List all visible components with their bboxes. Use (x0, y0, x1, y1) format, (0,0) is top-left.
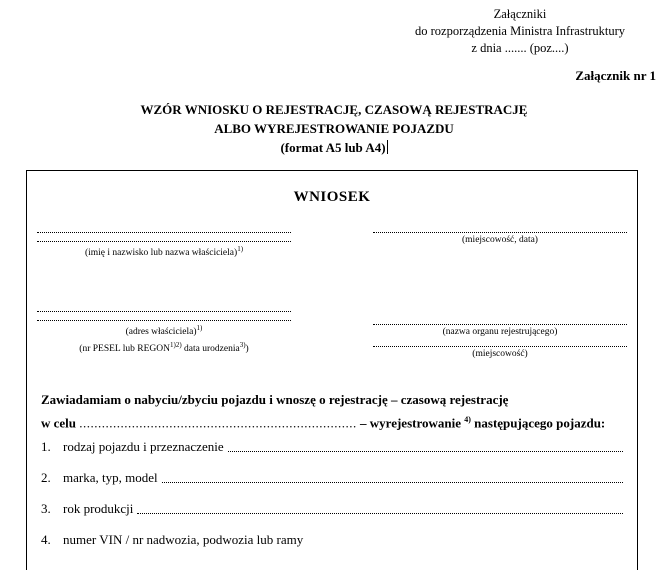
declaration-purpose-field[interactable]: .......................................................................... (79, 415, 357, 431)
text-cursor (387, 140, 388, 154)
item-number: 1. (41, 439, 51, 455)
form-columns (27, 232, 637, 380)
item-label: numer VIN / nr nadwozia, podwozia lub ramy (63, 532, 304, 548)
form-heading: WNIOSEK (293, 189, 371, 205)
title-line-1: WZÓR WNIOSKU O REJESTRACJĘ, CZASOWĄ REJESTRACJĘ (140, 102, 528, 117)
declaration-text (41, 390, 623, 433)
item-label: marka, typ, model (63, 470, 158, 486)
spacer (373, 338, 627, 346)
item-label: rodzaj pojazdu i przeznaczenie (63, 439, 224, 455)
owner-name-caption: (imię i nazwisko lub nazwa właściciela)$^{1)}$ (84, 245, 244, 259)
header-line-1: Załączniki (493, 7, 547, 21)
form-frame (26, 170, 638, 570)
title-line-2: ALBO WYREJESTROWANIE POJAZDU (214, 121, 454, 136)
header-line-2: do rozporządzenia Ministra Infrastruktury (415, 24, 625, 38)
item-input-line[interactable] (228, 451, 623, 452)
list-item (41, 439, 623, 455)
authority-caption: (nazwa organu rejestrującego) (442, 327, 558, 337)
title-format-text: (format A5 lub A4) (280, 140, 386, 155)
owner-address-caption: (adres właściciela)$^{1)}$ (125, 324, 203, 338)
header-line-3: z dnia ....... (poz....) (471, 41, 569, 55)
list-item (41, 470, 623, 486)
footnote-ref-4: 4) (464, 415, 471, 424)
footnote-ref-1b: 1) (196, 324, 203, 333)
list-item (41, 532, 623, 548)
spacer (373, 298, 627, 324)
item-number: 2. (41, 470, 51, 486)
title-format (0, 138, 668, 157)
item-input-line[interactable] (162, 482, 623, 483)
spacer (37, 312, 291, 320)
footnote-ref-1: 1) (237, 245, 244, 253)
owner-id-caption: (nr PESEL lub $REGON^{1)2)}$ data urodzenia$^{3)}$) (79, 341, 249, 355)
spacer (373, 246, 627, 298)
form-column-left (37, 232, 291, 355)
footnote-ref-3: 3) (239, 341, 246, 350)
declaration-line-1: Zawiadamiam o nabyciu/zbyciu pojazdu i wnoszę o rejestrację – czasową rejestrację (41, 392, 509, 407)
place-date-line[interactable] (373, 232, 627, 233)
header-attachment-note (380, 6, 660, 57)
owner-name-line-2[interactable] (37, 241, 291, 242)
vehicle-details-list (41, 439, 623, 548)
authority-line[interactable] (373, 324, 627, 325)
footnote-ref-2: 1)2) (169, 341, 182, 350)
item-label: rok produkcji (63, 501, 134, 517)
attachment-number: Załącznik nr 1 (575, 68, 656, 83)
place-date-caption: (miejscowość, data) (462, 235, 538, 245)
form-column-right (373, 232, 627, 360)
document-title (0, 100, 668, 157)
item-input-line[interactable] (137, 513, 623, 514)
item-number: 3. (41, 501, 51, 517)
spacer (37, 233, 291, 241)
place-caption: (miejscowość) (472, 349, 528, 359)
owner-address-line-2[interactable] (37, 320, 291, 321)
spacer (37, 259, 291, 311)
list-item (41, 501, 623, 517)
place-line[interactable] (373, 346, 627, 347)
item-number: 4. (41, 532, 51, 548)
declaration-line-2: w celu .......................................................................... – wyrejestrowanie $^{4)}$ następującego pojazdu: (41, 415, 606, 431)
